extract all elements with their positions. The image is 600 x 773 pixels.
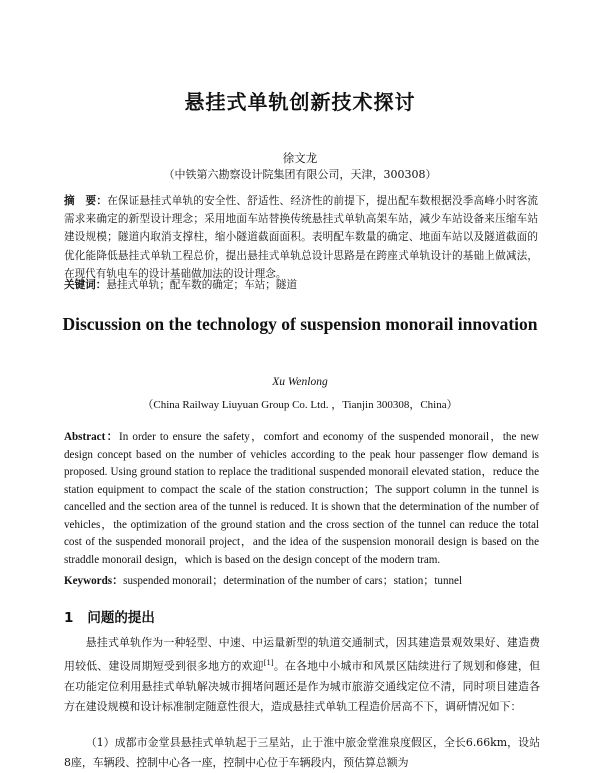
english-author: Xu Wenlong	[272, 376, 328, 388]
english-keywords-text: suspended monorail；determination of the number of cars；station；tunnel	[123, 575, 463, 587]
paragraph-text-part-1: 悬挂式单轨作为一种轻型、中速、中运量新型的轨道交通制式，因其建造景观效果好、建造费用较低、建设周期短受到很多地方的欢迎	[64, 636, 540, 673]
section-number: 1	[64, 610, 74, 626]
chinese-abstract	[64, 192, 538, 283]
chinese-title: 悬挂式单轨创新技术探讨	[184, 90, 416, 114]
section-title: 问题的提出	[87, 610, 155, 626]
english-abstract-text: In order to ensure the safety，comfort and economy of the suspended monorail，the new design concept based on the number of vehicles according to the peak hour passenger flow demand is proposed. Using ground station to replace the traditional suspended monorail elevated station，reduce the station equipment to compact the scale of the station construction；The support column in the tunnel is cancelled and the section area of the tunnel is reduced. It is shown that the determination of the number of vehicles，the optimization of the ground station and the cross section of the tunnel can reduce the total cost of the suspended monorail project，and the idea of the suspension monorail design is based on the straddle monorail design，which is based on the design concept of the modern tram.	[64, 431, 539, 566]
english-abstract-label: Abstract：	[64, 431, 120, 443]
english-keywords-label: Keywords：	[64, 575, 124, 587]
english-abstract	[64, 429, 539, 569]
chinese-keywords	[64, 277, 538, 292]
english-keywords	[64, 572, 539, 588]
chinese-keywords-text: 悬挂式单轨；配车数的确定；车站；隧道	[106, 279, 298, 291]
chinese-abstract-label: 摘 要：	[64, 195, 108, 207]
paragraph-text-part-2: 。在各地中小城市和风景区陆续进行了规划和修建，但在功能定位利用悬挂式单轨解决城市拥堵问题还是作为城市旅游交通线定位不清，同时项目建造各方在建设规模和设计标准制定随意性很大，造成悬挂式单轨工程造价居高不下，调研情况如下：	[64, 659, 540, 713]
section-heading	[64, 606, 155, 626]
chinese-abstract-text: 在保证悬挂式单轨的安全性、舒适性、经济性的前提下，提出配车数根据没季高峰小时客流需求来确定的新型设计理念；采用地面车站替换传统悬挂式单轨高架车站，减少车站设备来压缩车站建设规模；隧道内取消支撑柱，缩小隧道截面面积。表明配车数量的确定、地面车站以及隧道截面的优化能降低悬挂式单轨工程总价，提出悬挂式单轨总设计思路是在跨座式单轨设计的基础上做减法，在现代有轨电车的设计基础做加法的设计理念。	[64, 195, 538, 280]
chinese-author: 徐文龙	[282, 151, 318, 165]
body-paragraph-1	[64, 633, 540, 717]
body-paragraph-2: （1）成都市金堂县悬挂式单轨起于三星站，止于淮中旅金堂淮泉度假区，全长6.66km，设站8座，车辆段、控制中心各一座，控制中心位于车辆段内，预估算总额为	[64, 736, 540, 769]
chinese-affiliation: （中铁第六勘察设计院集团有限公司，天津，300308）	[163, 168, 437, 181]
english-affiliation: （China Railway Liuyuan Group Co. Ltd. ，Tianjin 300308，China）	[142, 399, 458, 411]
chinese-keywords-label: 关键词：	[64, 279, 107, 291]
english-title: Discussion on the technology of suspension monorail innovation	[62, 314, 538, 334]
citation-ref: [1]	[263, 659, 274, 667]
